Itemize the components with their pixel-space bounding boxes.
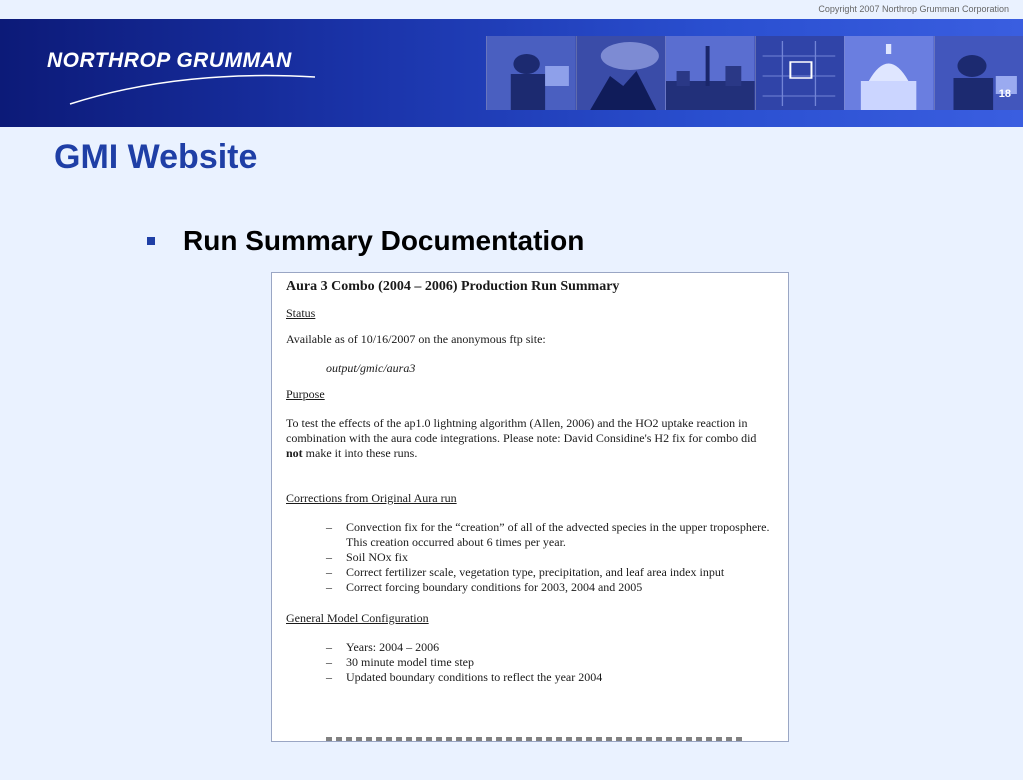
person-at-computer-icon — [487, 36, 576, 110]
slide-title: GMI Website — [54, 138, 258, 176]
company-logo: NORTHROP GRUMMAN — [47, 49, 292, 72]
purpose-heading: Purpose — [286, 387, 325, 401]
photo-tile-circuit — [755, 36, 845, 110]
list-item: – Soil NOx fix — [326, 550, 774, 565]
corrections-list — [286, 520, 774, 595]
document-body — [272, 273, 788, 685]
status-heading: Status — [286, 306, 316, 320]
photo-strip — [486, 36, 1023, 110]
list-item: – Correct forcing boundary conditions for 2003, 2004 and 2005 — [326, 580, 774, 595]
header-banner — [0, 19, 1023, 127]
photo-tile-capitol — [844, 36, 934, 110]
page-number: 18 — [998, 88, 1011, 100]
status-text: Available as of 10/16/2007 on the anonymous ftp site: — [286, 332, 546, 346]
firefighter-icon — [577, 36, 666, 110]
photo-tile-analyst — [486, 36, 576, 110]
capitol-dome-icon — [845, 36, 934, 110]
photo-tile-firefighter — [576, 36, 666, 110]
list-item: – Updated boundary conditions to reflect the year 2004 — [326, 670, 774, 685]
list-item: – Years: 2004 – 2006 — [326, 640, 774, 655]
logo-swoosh-icon — [60, 59, 320, 109]
document-screenshot — [271, 272, 789, 742]
purpose-text-emphasis: not — [286, 446, 303, 460]
purpose-text-part-1: To test the effects of the ap1.0 lightning algorithm (Allen, 2006) and the HO2 uptake reaction in combination with the aura code integrations. Please note: David Considine's H2 fix for combo did — [286, 416, 757, 445]
purpose-text-part-2: make it into these runs. — [302, 446, 418, 460]
purpose-text — [286, 416, 774, 461]
city-skyline-icon — [666, 36, 755, 110]
bullet-square-icon — [147, 237, 155, 245]
photo-tile-city — [665, 36, 755, 110]
bullet-text: Run Summary Documentation — [183, 225, 585, 256]
list-item: – Convection fix for the “creation” of all of the advected species in the upper troposphere. This creation occurred about 6 times per year. — [326, 520, 774, 550]
circuit-board-icon — [756, 36, 845, 110]
config-heading: General Model Configuration — [286, 611, 429, 625]
bullet-item — [147, 225, 584, 257]
config-list — [286, 640, 774, 685]
document-title: Aura 3 Combo (2004 – 2006) Production Run Summary — [286, 279, 620, 294]
corrections-heading: Corrections from Original Aura run — [286, 491, 457, 505]
list-item: – Correct fertilizer scale, vegetation type, precipitation, and leaf area index input — [326, 565, 774, 580]
clipped-text-line — [326, 737, 746, 742]
list-item: – 30 minute model time step — [326, 655, 774, 670]
copyright-notice: Copyright 2007 Northrop Grumman Corporation — [818, 4, 1009, 14]
ftp-path: output/gmic/aura3 — [326, 361, 416, 375]
